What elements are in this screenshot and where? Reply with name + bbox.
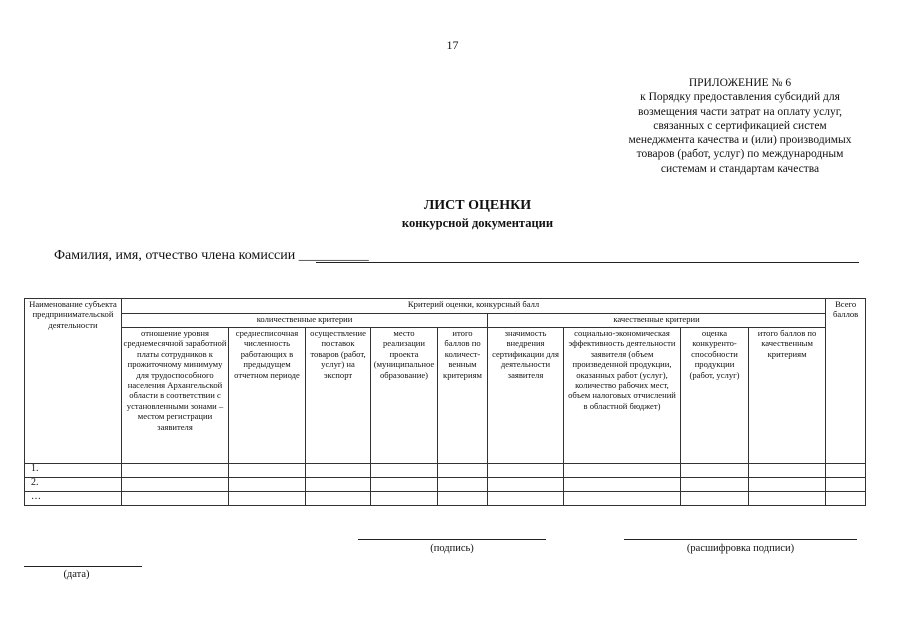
table-cell[interactable] [306, 478, 371, 492]
header-qual-col: социально-экономическая эффективность деятельности заявителя (объем произведенной продукции, оказанных работ (услуг), количество рабочих мест, объем налоговых отчислений в областной бюджет) [564, 328, 681, 464]
table-row [25, 478, 866, 492]
table-cell[interactable] [749, 492, 826, 506]
document-title: ЛИСТ ОЦЕНКИ [423, 198, 532, 213]
document-subtitle: конкурсной документации [401, 216, 554, 230]
table-cell[interactable] [229, 492, 306, 506]
table-row [25, 492, 866, 506]
appendix-line: менеджмента качества и (или) производимых [628, 134, 852, 147]
table-cell[interactable] [564, 478, 681, 492]
header-qualitative: качественные критерии [488, 314, 826, 328]
table-cell[interactable] [826, 492, 866, 506]
table-cell[interactable] [306, 492, 371, 506]
header-total: Всего баллов [826, 299, 866, 464]
header-qual-col: значимость внедрения сертификации для деятельности заявителя [488, 328, 564, 464]
table-cell[interactable] [371, 478, 438, 492]
table-cell[interactable] [826, 464, 866, 478]
table-cell[interactable] [488, 478, 564, 492]
appendix-line: возмещения части затрат на оплату услуг, [637, 105, 843, 118]
table-cell[interactable] [438, 492, 488, 506]
row-number: 2. [25, 478, 122, 492]
row-number: … [25, 492, 122, 506]
table-cell[interactable] [749, 464, 826, 478]
page-number: 17 [446, 38, 459, 52]
member-name-label: Фамилия, имя, отчество члена комиссии __________ [54, 248, 369, 263]
header-quant-col: место реализации проекта (муниципальное образование) [371, 328, 438, 464]
table-cell[interactable] [564, 492, 681, 506]
date-caption: (дата) [63, 569, 90, 580]
table-cell[interactable] [122, 464, 229, 478]
table-cell[interactable] [122, 492, 229, 506]
table-cell[interactable] [488, 492, 564, 506]
appendix-line: системам и стандартам качества [660, 162, 820, 175]
table-cell[interactable] [681, 478, 749, 492]
member-name-line[interactable] [316, 262, 859, 263]
appendix-line: к Порядку предоставления субсидий для [640, 91, 840, 104]
table-cell[interactable] [371, 492, 438, 506]
table-cell[interactable] [681, 464, 749, 478]
header-quant-col: осуществление поставок товаров (работ, услуг) на экспорт [306, 328, 371, 464]
evaluation-table [24, 298, 866, 506]
table-cell[interactable] [306, 464, 371, 478]
signature-line[interactable] [358, 539, 546, 540]
row-number: 1. [25, 464, 122, 478]
header-quant-col: отношение уровня среднемесячной заработной платы сотрудников к прожиточному минимуму для трудоспособного населения Архангельской области в соответствии с установленными зонами – местом регистрации заявителя [122, 328, 229, 464]
header-quant-col: итого баллов по количест-венным критериям [438, 328, 488, 464]
header-qual-col: оценка конкуренто-способности продукции (работ, услуг) [681, 328, 749, 464]
table-cell[interactable] [826, 478, 866, 492]
table-row [25, 464, 866, 478]
signature-decipher-caption: (расшифровка подписи) [686, 543, 795, 554]
table-cell[interactable] [438, 478, 488, 492]
appendix-note [590, 76, 890, 176]
table-cell[interactable] [488, 464, 564, 478]
date-line[interactable] [24, 566, 142, 567]
appendix-line: связанных с сертификацией систем [653, 119, 827, 132]
appendix-line: ПРИЛОЖЕНИЕ № 6 [688, 77, 792, 89]
table-cell[interactable] [749, 478, 826, 492]
table-cell[interactable] [438, 464, 488, 478]
header-criteria: Критерий оценки, конкурсный балл [122, 299, 826, 314]
header-quantitative: количественные критерии [122, 314, 488, 328]
table-cell[interactable] [122, 478, 229, 492]
header-quant-col: среднесписочная численность работающих в предыдущем отчетном периоде [229, 328, 306, 464]
table-cell[interactable] [229, 478, 306, 492]
appendix-line: товаров (работ, услуг) по международным [636, 148, 844, 161]
header-subject: Наименование субъекта предпринимательской деятельности [25, 299, 122, 464]
header-qual-col: итого баллов по качественным критериям [749, 328, 826, 464]
table-cell[interactable] [681, 492, 749, 506]
table-cell[interactable] [564, 464, 681, 478]
signature-decipher-line[interactable] [624, 539, 857, 540]
table-cell[interactable] [229, 464, 306, 478]
table-cell[interactable] [371, 464, 438, 478]
signature-caption: (подпись) [430, 543, 474, 554]
